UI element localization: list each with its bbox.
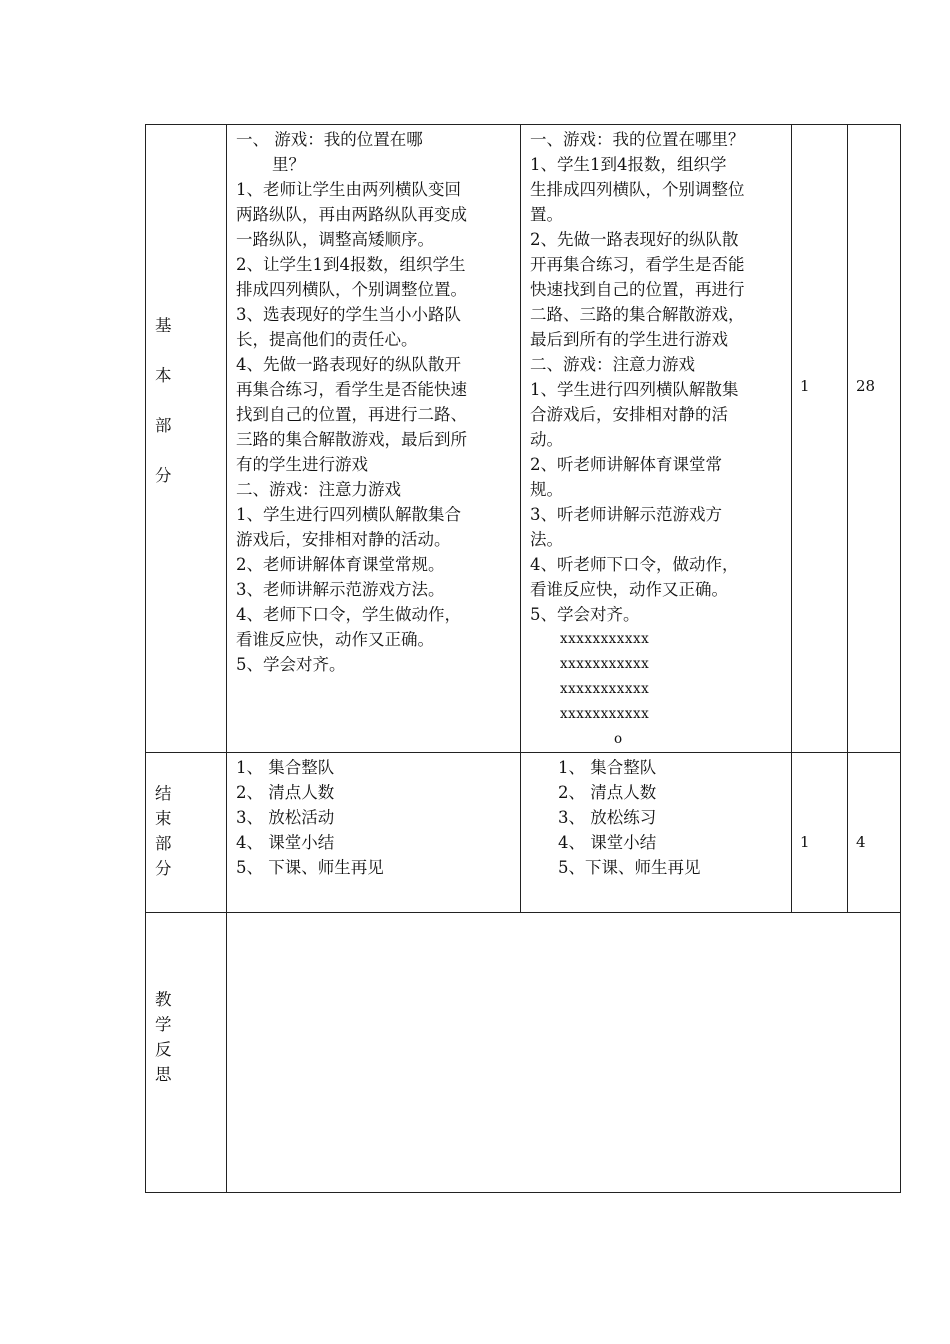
section-label-char: 部 [155,834,172,853]
student-line: 快速找到自己的位置，再进行 [530,280,745,299]
student-line: 动。 [530,430,563,449]
student-line: 二、游戏：注意力游戏 [530,355,695,374]
teacher-line: 一路纵队，调整高矮顺序。 [236,230,434,249]
teacher-line: 1、学生进行四列横队解散集合 [236,505,461,524]
times-cell [792,753,848,913]
formation-diagram [530,627,782,752]
teacher-line: 二、游戏：注意力游戏 [236,480,401,499]
section-label-char: 分 [155,466,172,485]
student-line: 最后到所有的学生进行游戏 [530,330,728,349]
teacher-line: 排成四列横队，个别调整位置。 [236,280,467,299]
times-value: 1 [800,377,810,395]
student-line: 5、学会对齐。 [530,605,640,624]
student-line: 3、听老师讲解示范游戏方 [530,505,722,524]
student-line: 1、 集合整队 [558,758,657,777]
teacher-line: 找到自己的位置，再进行二路、 [236,405,467,424]
section-label-cell [146,753,227,913]
section-label-char: 教 [155,990,172,1009]
teacher-line: 3、 放松活动 [236,808,335,827]
student-line: 置。 [530,205,563,224]
section-label-char: 学 [155,1015,172,1034]
section-label-char: 思 [155,1065,172,1084]
section-label-char: 部 [155,416,172,435]
teacher-line: 长，提高他们的责任心。 [236,330,418,349]
teacher-line: 4、 课堂小结 [236,833,335,852]
minutes-value: 28 [856,377,876,395]
teacher-line: 两路纵队，再由两路纵队再变成 [236,205,467,224]
lesson-plan-table [145,124,901,1193]
table-row-reflection [146,913,901,1193]
section-label-char: 分 [155,859,172,878]
teacher-line: 看谁反应快，动作又正确。 [236,630,434,649]
times-cell [792,125,848,753]
teacher-line: 一、 游戏：我的位置在哪 [236,130,423,149]
student-activity-cell [521,125,792,753]
teacher-line: 4、先做一路表现好的纵队散开 [236,355,461,374]
student-line: 4、 课堂小结 [558,833,657,852]
teacher-activity-cell [227,125,521,753]
section-label-char: 束 [155,809,172,828]
student-line: 2、听老师讲解体育课堂常 [530,455,722,474]
teacher-line: 1、老师让学生由两列横队变回 [236,180,461,199]
times-value: 1 [800,833,810,851]
formation-row: xxxxxxxxxxx [560,656,650,672]
student-line: 2、 清点人数 [558,783,657,802]
student-line: 2、先做一路表现好的纵队散 [530,230,739,249]
student-line: 生排成四列横队，个别调整位 [530,180,745,199]
teacher-line: 3、老师讲解示范游戏方法。 [236,580,445,599]
teacher-line: 有的学生进行游戏 [236,455,368,474]
student-line: 1、学生进行四列横队解散集 [530,380,739,399]
student-activity-cell [521,753,792,913]
student-line: 开再集合练习，看学生是否能 [530,255,745,274]
teacher-line: 里？ [272,155,305,174]
student-line: 5、下课、师生再见 [558,858,701,877]
student-line: 法。 [530,530,563,549]
formation-row: xxxxxxxxxxx [560,631,650,647]
section-label-char: 基 [155,316,172,335]
section-label-char: 本 [155,366,172,385]
teacher-line: 1、 集合整队 [236,758,335,777]
section-label-char: 结 [155,784,172,803]
student-line: 看谁反应快，动作又正确。 [530,580,728,599]
teacher-line: 三路的集合解散游戏，最后到所 [236,430,467,449]
student-line: 1、学生1到4报数，组织学 [530,155,727,174]
student-line: 一、游戏：我的位置在哪里？ [530,130,745,149]
section-label-cell [146,913,227,1193]
minutes-cell [848,125,901,753]
table-row-basic-part [146,125,901,753]
teacher-line: 3、选表现好的学生当小小路队 [236,305,461,324]
teacher-line: 5、学会对齐。 [236,655,346,674]
teacher-line: 2、让学生1到4报数，组织学生 [236,255,466,274]
table-row-ending-part [146,753,901,913]
teacher-line: 2、老师讲解体育课堂常规。 [236,555,445,574]
teacher-activity-cell [227,753,521,913]
student-line: 规。 [530,480,563,499]
minutes-value: 4 [856,833,866,851]
student-line: 4、听老师下口令，做动作， [530,555,739,574]
teacher-position-marker: o [614,731,623,747]
student-line: 合游戏后，安排相对静的活 [530,405,728,424]
student-line: 3、 放松练习 [558,808,657,827]
reflection-content-cell [227,913,901,1193]
formation-row: xxxxxxxxxxx [560,706,650,722]
student-line: 二路、三路的集合解散游戏， [530,305,745,324]
minutes-cell [848,753,901,913]
teacher-line: 2、 清点人数 [236,783,335,802]
formation-row: xxxxxxxxxxx [560,681,650,697]
section-label-cell [146,125,227,753]
teacher-line: 5、 下课、师生再见 [236,858,384,877]
teacher-line: 再集合练习，看学生是否能快速 [236,380,467,399]
teacher-line: 游戏后，安排相对静的活动。 [236,530,451,549]
section-label-char: 反 [155,1040,172,1059]
teacher-line: 4、老师下口令，学生做动作， [236,605,461,624]
